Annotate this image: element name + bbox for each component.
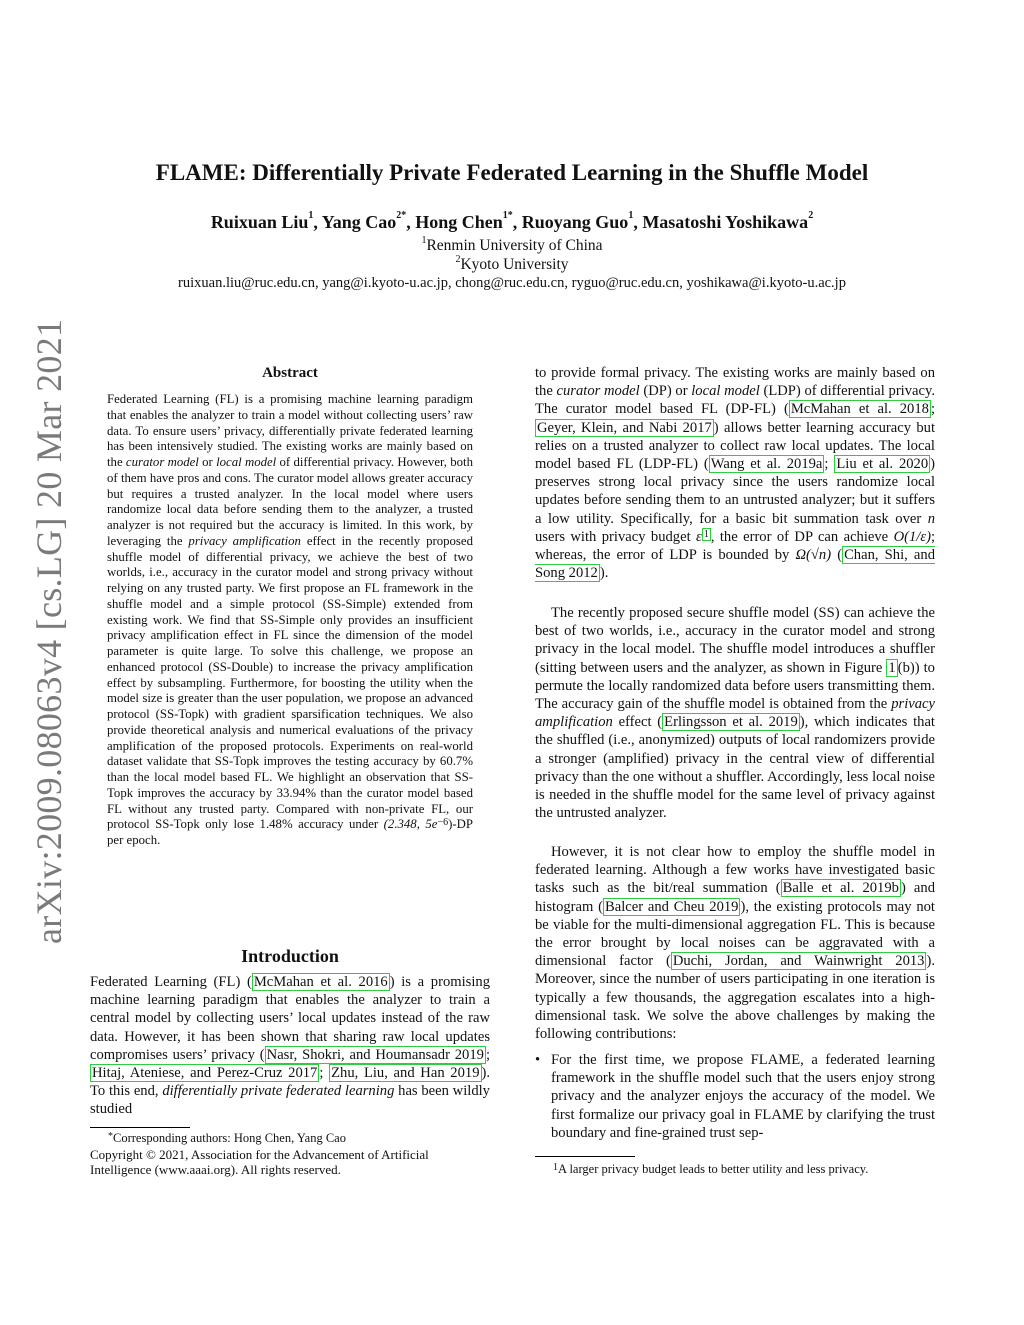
citation-link[interactable]: McMahan et al. 2016: [253, 974, 388, 990]
citation-link[interactable]: Balle et al. 2019b: [782, 880, 899, 897]
figure-link[interactable]: 1: [888, 659, 896, 676]
right-paragraph-2: The recently proposed secure shuffle model (SS) can achieve the best of two worlds, i.e., accuracy in the curator model and strong privacy in the local model. The shuffle model introduces a shuffler (sitting between users and the analyzer, as shown in Figure 1 (b)) to permute the locally randomized data before users transmitting them. The accuracy gain of the shuffle model is obtained from the privacy amplification effect ( Erlingsson et al. 2019 ), which indicates that the shuffled (i.e., anonymized) outputs of local randomizers provide a stronger (amplified) privacy in the central view of differential privacy than the one without a shuffler. Accordingly, less local noise is needed in the shuffle model for the same level of privacy against the untrusted analyzer.: [535, 605, 935, 822]
citation-link[interactable]: Zhu, Liu, and Han 2019: [331, 1065, 480, 1082]
affiliation-1: $^1$Renmin University of China: [421, 235, 603, 254]
author-name: Ruoyang Guo: [521, 212, 629, 232]
footnote-divider: [90, 1127, 190, 1128]
affiliation-2: $^2$Kyoto University: [455, 254, 569, 273]
intro-paragraph: Federated Learning (FL) ( McMahan et al. 2016 ) is a promising machine learning paradigm that enables the analyzer to train a central model by collecting users’ local updates instead of the raw data. However, it has been shown that sharing raw local updates compromises users’ privacy ( Nasr, Shokri, and Houmansadr 2019 ; Hitaj, Ateniese, and Perez-Cruz 2017 ; Zhu, Liu, and Han 2019 ). To this end, differentially private federated learning has been wildly studied: [90, 974, 491, 1118]
citation-link[interactable]: McMahan et al. 2018: [790, 401, 929, 418]
paper-title: FLAME: Differentially Private Federated Learning in the Shuffle Model: [155, 160, 869, 185]
author-emails: ruixuan.liu@ruc.edu.cn, yang@i.kyoto-u.ac.jp, chong@ruc.edu.cn, ryguo@ruc.edu.cn, yoshikawa@i.kyoto-u.ac.jp: [178, 275, 846, 291]
corresponding-footnote: *Corresponding authors: Hong Chen, Yang Cao: [108, 1131, 346, 1145]
citation-link[interactable]: Chan, Shi, and Song 2012: [535, 547, 935, 582]
author-name: Ruixuan Liu: [210, 212, 309, 232]
bullet-mark: •: [535, 1052, 541, 1068]
citation-link[interactable]: Balcer and Cheu 2019: [605, 898, 739, 915]
citation-link[interactable]: Geyer, Klein, and Nabi 2017: [537, 419, 712, 436]
citation-link[interactable]: Nasr, Shokri, and Houmansadr 2019: [266, 1046, 484, 1063]
citation-link[interactable]: Duchi, Jordan, and Wainwright 2013: [672, 953, 925, 970]
author-name: Hong Chen: [415, 212, 503, 232]
footnote-divider: [535, 1156, 635, 1157]
right-paragraph-3: However, it is not clear how to employ the shuffle model in federated learning. Although a few works have investigated basic tasks such as the bit/real summation ( Balle et al. 2019b ) and histogram ( Balcer and Cheu 2019 ), the existing protocols may not be viable for the multi-dimensional aggregation FL. This is because the error brought by local noises can be aggravated with a dimensional factor ( Duchi, Jordan, and Wainwright 2013 ). Moreover, since the number of users participating in one iteration is typically a few thousands, the aggregation escalates into a high-dimensional task. We solve the above challenges by making the following contributions:: [535, 844, 935, 1043]
citation-link[interactable]: Wang et al. 2019a: [710, 456, 823, 473]
footnote-1: $^1$A larger privacy budget leads to better utility and less privacy.: [553, 1162, 869, 1176]
copyright-notice: Copyright © 2021, Association for the Advancement of Artificial Intelligence (www.aaai.org). All rights reserved.: [90, 1147, 429, 1177]
author-name: Yang Cao: [321, 212, 397, 232]
citation-link[interactable]: Liu et al. 2020: [836, 456, 929, 473]
bullet-text: For the first time, we propose FLAME, a federated learning framework in the shuffle model such that the users enjoy strong privacy and the analyzer enjoys the accuracy of the model. We first formalize our privacy goal in FLAME by clarifying the trust boundary and fine-grained trust sep-: [551, 1052, 935, 1141]
abstract-heading: Abstract: [262, 365, 318, 381]
citation-link[interactable]: Erlingsson et al. 2019: [664, 714, 798, 731]
introduction-heading: Introduction: [241, 946, 339, 966]
right-paragraph-1: to provide formal privacy. The existing works are mainly based on the curator model (DP) or local model (LDP) of differential privacy. The curator model based FL (DP-FL) ( McMahan et al. 2018 ; Geyer, Klein, and Nabi 2017 ) allows better learning accuracy but relies on a trusted analyzer to collect raw local updates. The local model based FL (LDP-FL) ( Wang et al. 2019a ; Liu et al. 2020 ) preserves strong local privacy since the users randomize local updates before sending them to an untrusted analyzer; but it suffers a low utility. Specifically, for a basic bit summation task over n users with privacy budget ε $^1$ , the error of DP can achieve O(1/ε); whereas, the error of LDP is bounded by Ω(√n) ( Chan, Shi, and Song 2012 ).: [535, 365, 936, 582]
citation-link[interactable]: Hitaj, Ateniese, and Perez-Cruz 2017: [92, 1065, 318, 1082]
abstract-body: Federated Learning (FL) is a promising machine learning paradigm that enables the analyzer to train a model without collecting users’ raw data. To ensure users’ privacy, differentially private federated learning has been intensively studied. The existing works are mainly based on the curator model or local model of differential privacy. However, both of them have pros and cons. The curator model allows greater accuracy but requires a trusted analyzer. In the local model where users randomize local data before sending them to the analyzer, a trusted analyzer is not required but the accuracy is limited. In this work, by leveraging the privacy amplification effect in the recently proposed shuffle model of differential privacy, we achieve the best of two worlds, i.e., accuracy in the curator model and strong privacy without relying on any trusted party. We first propose an FL framework in the shuffle model and a simple protocol (SS-Simple) extended from existing work. We find that SS-Simple only provides an insufficient privacy amplification effect in FL since the dimension of the model parameter is quite large. To solve this challenge, we propose an enhanced protocol (SS-Double) to increase the privacy amplification effect by subsampling. Furthermore, for boosting the utility when the model size is greater than the user population, we propose an advanced protocol (SS-Topk) with gradient sparsification techniques. We also provide theoretical analysis and numerical evaluations of the privacy amplification of the proposed protocols. Experiments on real-world dataset validate that SS-Topk improves the testing accuracy by 60.7% than the local model based FL. We highlight an observation that SS-Topk improves the accuracy by 33.94% than the curator model based FL without any trusted party. Compared with non-private FL, our protocol SS-Topk only lose 1.48% accuracy under (2.348, $5e^{-6})-DP$ per epoch.: [107, 392, 474, 847]
arxiv-sidebar-id: arXiv:2009.08063v4 [cs.LG] 20 Mar 2021: [29, 318, 69, 944]
footnote-link[interactable]: 1: [703, 528, 709, 540]
contribution-bullet: [535, 1051, 935, 1142]
author-list: Ruixuan Liu$^1$, Yang Cao$^{2*}$, Hong Chen$^{1*}$, Ruoyang Guo$^1$, Masatoshi Yoshikawa$^2$: [210, 210, 814, 232]
author-name: Masatoshi Yoshikawa: [642, 212, 809, 232]
